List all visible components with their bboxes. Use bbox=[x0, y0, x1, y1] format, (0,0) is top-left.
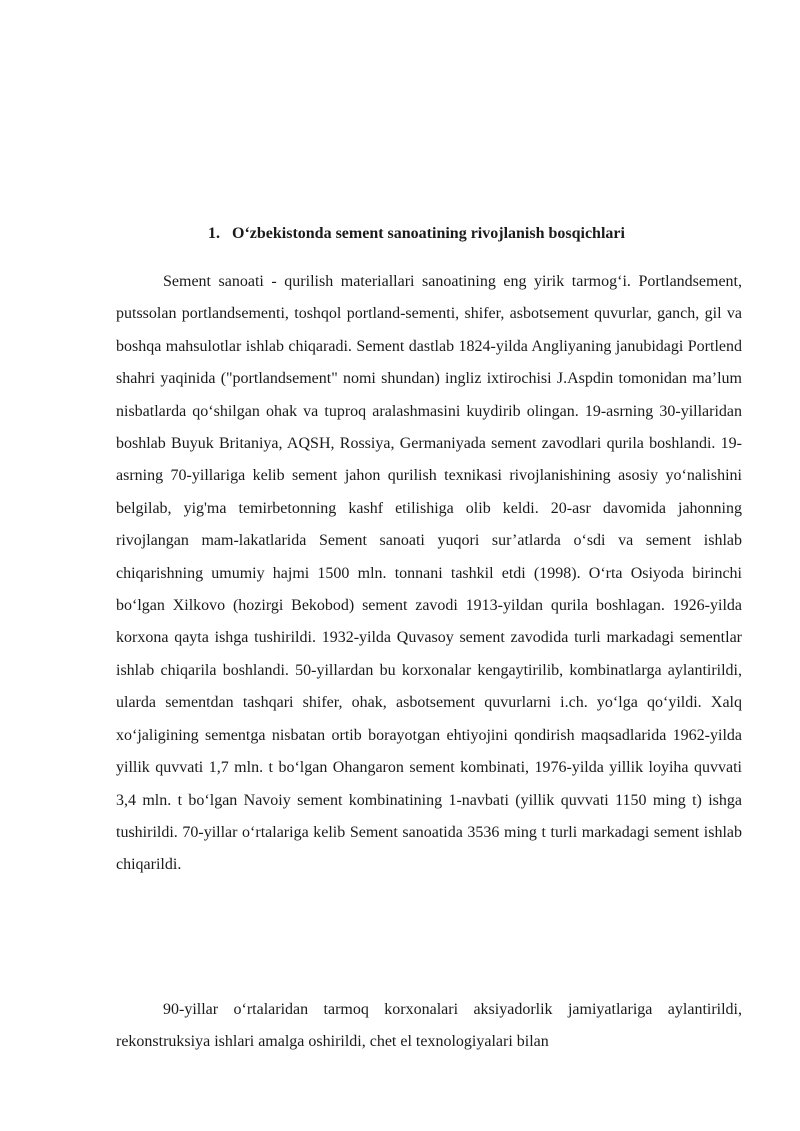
body-paragraph-2: 90-yillar o‘rtalaridan tarmoq korxonalari aksiyadorlik jamiyatlariga aylantirildi, rekonstruksiya ishlari amalga oshirildi, chet el texnologiyalari bilan bbox=[116, 1001, 742, 1051]
section-heading bbox=[0, 222, 800, 246]
section-title: O‘zbekistonda sement sanoatining rivojlanish bosqichlari bbox=[232, 225, 625, 242]
body-paragraph-1: Sement sanoati - qurilish materiallari sanoatining eng yirik tarmog‘i. Portlandsement, putssolan portlandsementi, toshqol portland-sementi, shifer, asbotsement quvurlar, ganch, gil va boshqa mahsulotlar ishlab chiqaradi. Sement dastlab 1824-yilda Angliyaning janubidagi Portlend shahri yaqinida ("portlandsement" nomi shundan) ingliz ixtirochisi J.Aspdin tomonidan ma’lum nisbatlarda qo‘shilgan ohak va tuproq aralashmasini kuydirib olingan. 19-asrning 30-yillaridan boshlab Buyuk Britaniya, AQSH, Rossiya, Germaniyada sement zavodlari qurila boshlandi. 19-asrning 70-yillariga kelib sement jahon qurilish texnikasi rivojlanishining asosiy yo‘nalishini belgilab, yig'ma temirbetonning kashf etilishiga olib keldi. 20-asr davomida jahonning rivojlangan mam-lakatlarida Sement sanoati yuqori sur’atlarda o‘sdi va sement ishlab chiqarishning umumiy hajmi 1500 mln. tonnani tashkil etdi (1998). O‘rta Osiyoda birinchi bo‘lgan Xilkovo (hozirgi Bekobod) sement zavodi 1913-yildan qurila boshlagan. 1926-yilda korxona qayta ishga tushirildi. 1932-yilda Quvasoy sement zavodida turli markadagi sementlar ishlab chiqarila boshlandi. 50-yillardan bu korxonalar kengaytirilib, kombinatlarga aylantirildi, ularda sementdan tashqari shifer, ohak, asbotsement quvurlarni i.ch. yo‘lga qo‘yildi. Xalq xo‘jaligining sementga nisbatan ortib borayotgan ehtiyojini qondirish maqsadlarida 1962-yilda yillik quvvati 1,7 mln. t bo‘lgan Ohangaron sement kombinati, 1976-yilda yillik loyiha quvvati 3,4 mln. t bo‘lgan Navoiy sement kombinatining 1-navbati (yillik quvvati 1150 ming t) ishga tushirildi. 70-yillar o‘rtalariga kelib Sement sanoatida 3536 ming t turli markadagi sement ishlab chiqarildi. bbox=[116, 273, 742, 874]
section-number: 1. bbox=[208, 225, 220, 242]
